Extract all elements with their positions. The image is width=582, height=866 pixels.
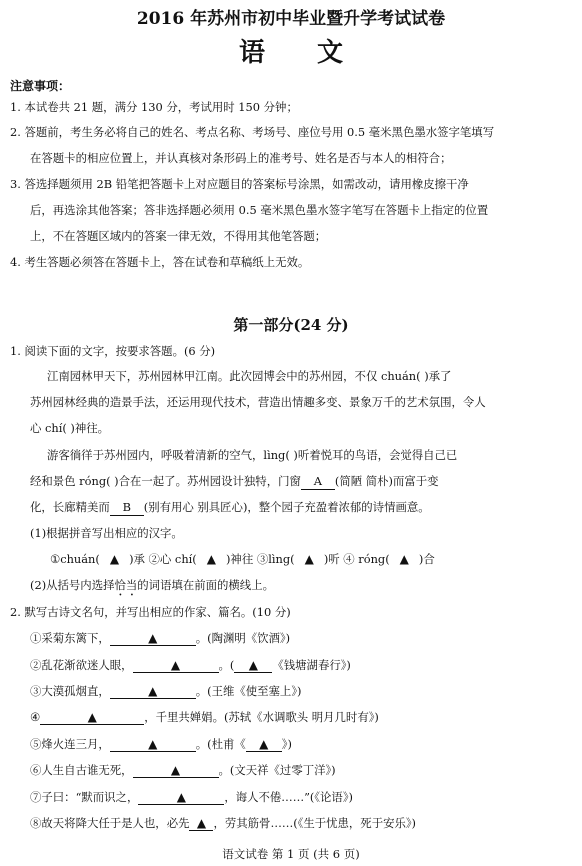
author-blank[interactable]: ▲ <box>234 658 272 673</box>
note-item: 3. 答选择题须用 2B 铅笔把答题卡上对应题目的答案标号涂黑，如需改动，请用橡皮擦干净 <box>10 177 469 191</box>
recitation-text: ，千里共婵娟。(苏轼《水调歌头 明月几时有》) <box>144 710 379 724</box>
answer-blank[interactable]: ▲ <box>189 816 213 831</box>
pinyin-text: )承 ②心 chí( <box>129 552 197 566</box>
answer-blank[interactable]: ▲ <box>138 790 224 805</box>
passage-line <box>30 473 439 490</box>
part-heading: 第一部分(24 分) <box>233 316 349 334</box>
pinyin-line <box>50 551 435 567</box>
recitation-line <box>30 815 416 831</box>
recitation-text: 》) <box>281 737 292 751</box>
note-item: 在答题卡的相应位置上，并认真核对条形码上的准考号、姓名是否与本人的相符合； <box>30 151 452 165</box>
recitation-line <box>30 630 290 646</box>
recitation-line <box>30 657 351 673</box>
recitation-text: ⑦子曰：“默而识之， <box>30 790 139 804</box>
answer-blank[interactable]: ▲ <box>110 737 196 752</box>
answer-blank[interactable]: ▲ <box>110 684 196 699</box>
question-2-stem: 2. 默写古诗文名句，并写出相应的作家、篇名。(10 分) <box>10 605 291 619</box>
title-blank[interactable]: ▲ <box>246 737 282 752</box>
passage-text: (别有用心 别具匠心)，整个园子充盈着浓郁的诗情画意。 <box>143 500 430 514</box>
pinyin-text: )听 ④ róng( <box>323 552 390 566</box>
sub-question-text: 的词语填在前面的横线上。 <box>137 578 274 592</box>
passage-line: 游客徜徉于苏州园内，呼吸着清新的空气，lìng( )听着悦耳的鸟语，会觉得自己已 <box>47 448 458 462</box>
notes-heading: 注意事项： <box>10 79 71 93</box>
blank-b[interactable]: B <box>110 499 144 516</box>
answer-marker-icon: ▲ <box>206 552 216 566</box>
passage-line: 江南园林甲天下，苏州园林甲江南。此次园博会中的苏州园，不仅 chuán( )承了 <box>47 369 452 383</box>
recitation-text: 《钱塘湖春行》) <box>272 658 351 672</box>
passage-text: (简陋 简朴)而富于变 <box>334 474 439 488</box>
answer-marker-icon: ▲ <box>399 552 409 566</box>
recitation-line <box>30 736 292 752</box>
passage-text: 经和景色 róng( )合在一起了。苏州园设计独特，门窗 <box>30 474 301 488</box>
sub-question-1: (1)根据拼音写出相应的汉字。 <box>30 526 183 540</box>
sub-question-text: (2)从括号内选择 <box>30 578 115 592</box>
recitation-text: 。( <box>218 658 235 672</box>
page-footer: 语文试卷 第 1 页 (共 6 页) <box>222 847 360 861</box>
recitation-text: ⑥人生自古谁无死， <box>30 763 133 777</box>
passage-text: 化，长廊精美而 <box>30 500 110 514</box>
recitation-line <box>30 709 379 725</box>
answer-blank[interactable]: ▲ <box>40 710 144 725</box>
question-1-stem: 1. 阅读下面的文字，按要求答题。(6 分) <box>10 344 216 358</box>
passage-line: 苏州园林经典的造景手法，还运用现代技术，营造出情趣多变、景象万千的艺术氛围，令人 <box>30 395 486 409</box>
recitation-text: ④ <box>30 710 41 724</box>
recitation-text: 。(陶渊明《饮酒》) <box>195 631 291 645</box>
recitation-text: 。(文天祥《过零丁洋》) <box>218 763 336 777</box>
recitation-text: ⑤烽火连三月， <box>30 737 110 751</box>
recitation-text: ，诲人不倦……”(《论语》) <box>224 790 353 804</box>
note-item: 4. 考生答题必须答在答题卡上，答在试卷和草稿纸上无效。 <box>10 255 310 269</box>
recitation-text: ②乱花渐欲迷人眼， <box>30 658 133 672</box>
note-item: 后，再选涂其他答案；答非选择题必须用 0.5 毫米黑色墨水签字笔写在答题卡上指定的位置 <box>30 203 489 217</box>
recitation-line <box>30 762 336 778</box>
recitation-text: 。(杜甫《 <box>195 737 246 751</box>
exam-title: 2016 年苏州市初中毕业暨升学考试试卷 <box>136 9 446 29</box>
answer-marker-icon: ▲ <box>109 552 120 566</box>
recitation-text: ⑧故天将降大任于是人也，必先 <box>30 816 190 830</box>
pinyin-text: )神往 ③lìng( <box>225 552 295 566</box>
recitation-line <box>30 789 353 805</box>
answer-blank[interactable]: ▲ <box>110 631 196 646</box>
note-item: 2. 答题前，考生务必将自己的姓名、考点名称、考场号、座位号用 0.5 毫米黑色墨水签字笔填写 <box>10 125 495 139</box>
pinyin-text: ①chuán( <box>50 552 100 566</box>
note-item: 上，不在答题区域内的答案一律无效，不得用其他笔答题； <box>30 229 327 243</box>
answer-marker-icon: ▲ <box>304 552 314 566</box>
note-item: 1. 本试卷共 21 题，满分 130 分，考试用时 150 分钟； <box>10 100 298 114</box>
recitation-text: ，劳其筋骨……(《生于忧患，死于安乐》) <box>213 816 417 830</box>
subject-title: 语文 <box>238 38 395 68</box>
sub-question-2 <box>30 577 274 599</box>
emphasis-text: 恰当 <box>114 578 138 592</box>
recitation-text: ③大漠孤烟直， <box>30 684 110 698</box>
recitation-text: ①采菊东篱下， <box>30 631 110 645</box>
blank-a[interactable]: A <box>301 473 335 490</box>
answer-blank[interactable]: ▲ <box>133 658 219 673</box>
pinyin-text: )合 <box>418 552 435 566</box>
recitation-line <box>30 683 301 699</box>
passage-line <box>30 499 430 516</box>
passage-line: 心 chí( )神往。 <box>30 421 110 435</box>
recitation-text: 。(王维《使至塞上》) <box>195 684 302 698</box>
answer-blank[interactable]: ▲ <box>133 763 219 778</box>
